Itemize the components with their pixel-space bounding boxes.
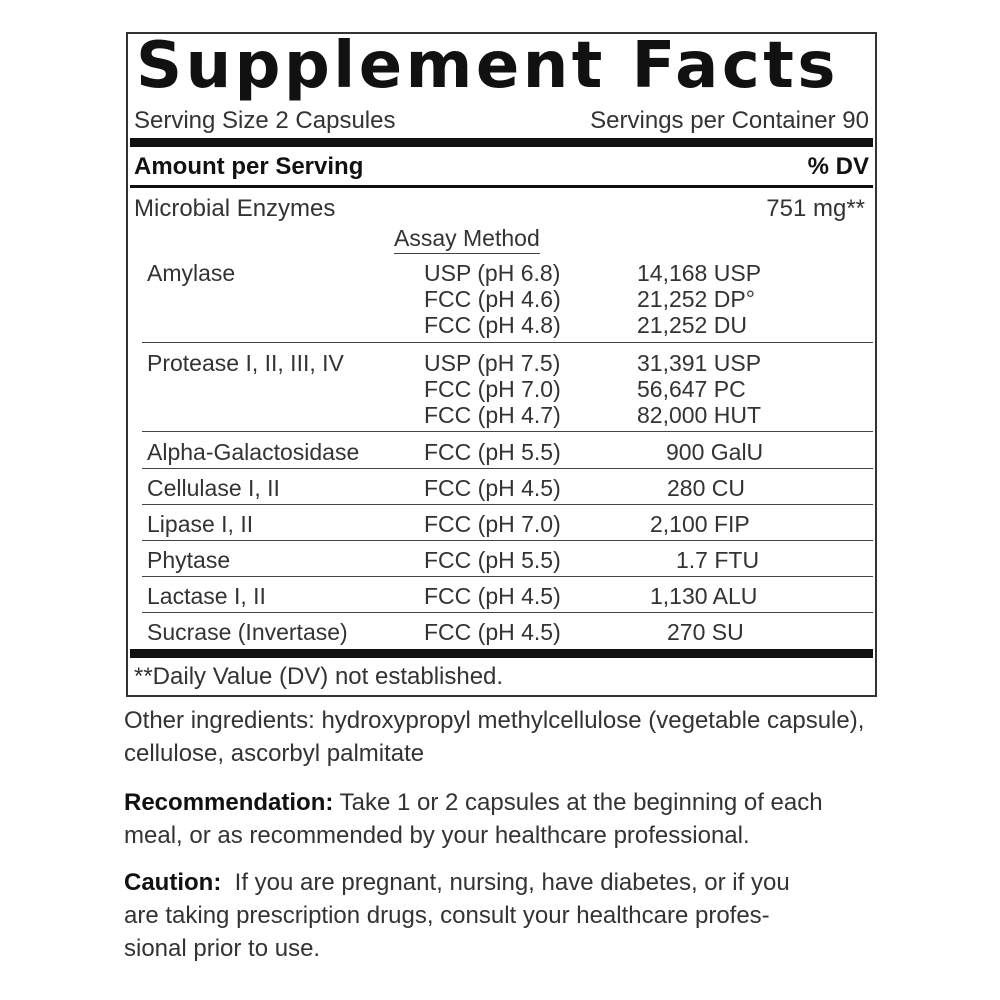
recommendation-text: meal, or as recommended by your healthcare professional. [124,822,750,849]
enzyme-name: Lactase I, II [147,583,266,609]
recommendation [124,786,823,852]
enzyme-activity: 14,168 USP [637,260,762,286]
assay-method: FCC (pH 4.6) [424,286,561,312]
enzyme-activity: 1.7 FTU [676,547,760,573]
blend-name: Microbial Enzymes [134,195,336,222]
enzyme-activity: 2,100 FIP [650,511,750,537]
enzyme-activity: 1,130 ALU [650,583,758,609]
enzyme-activity: 280 CU [667,475,745,501]
amount-per-serving-header: Amount per Serving [134,153,364,180]
assay-method-header: Assay Method [394,224,540,254]
row-divider [142,576,873,577]
medium-divider [130,185,873,188]
blend-amount: 751 mg** [766,195,865,222]
assay-method: FCC (pH 4.5) [424,475,561,501]
enzyme-activity: 31,391 USP [637,350,762,376]
enzyme-name: Protease I, II, III, IV [147,350,344,376]
panel-title: Supplement Facts [136,29,839,103]
recommendation-label: Recommendation: [124,789,334,816]
assay-method: FCC (pH 5.5) [424,547,561,573]
other-ingredients [124,704,864,770]
dv-header: % DV [807,153,869,180]
enzyme-name: Sucrase (Invertase) [147,619,348,645]
row-divider [142,612,873,613]
row-divider [142,468,873,469]
row-divider [142,431,873,432]
enzyme-activity: 270 SU [667,619,744,645]
other-ingredients-line: Other ingredients: hydroxypropyl methylcellulose (vegetable capsule), [124,707,865,734]
enzyme-activity: 21,252 DP° [637,286,755,312]
assay-method: FCC (pH 4.7) [424,402,561,428]
enzyme-name: Cellulase I, II [147,475,280,501]
row-divider [142,504,873,505]
enzyme-name: Phytase [147,547,231,573]
other-ingredients-line: cellulose, ascorbyl palmitate [124,740,425,767]
enzyme-name: Alpha-Galactosidase [147,439,360,465]
enzyme-activity: 21,252 DU [637,312,747,338]
assay-method: FCC (pH 4.5) [424,619,561,645]
recommendation-text: Take 1 or 2 capsules at the beginning of each [333,789,823,816]
thick-divider [130,138,873,147]
thick-divider [130,649,873,658]
serving-size: Serving Size 2 Capsules [134,107,396,134]
enzyme-name: Amylase [147,260,236,286]
amount-header-row [134,149,869,185]
assay-method: USP (pH 6.8) [424,260,561,286]
assay-method: FCC (pH 4.8) [424,312,561,338]
caution-text: are taking prescription drugs, consult your healthcare profes- [124,902,770,929]
enzyme-activity: 82,000 HUT [637,402,762,428]
assay-method: FCC (pH 7.0) [424,376,561,402]
serving-info [134,104,869,138]
caution-text: If you are pregnant, nursing, have diabetes, or if you [221,869,790,896]
assay-method: FCC (pH 7.0) [424,511,561,537]
row-divider [142,342,873,343]
servings-per-container: Servings per Container 90 [590,107,869,134]
enzyme-name: Lipase I, II [147,511,254,537]
dv-footnote: **Daily Value (DV) not established. [134,663,504,690]
caution-label: Caution: [124,869,222,896]
assay-method: FCC (pH 5.5) [424,439,561,465]
caution-text: sional prior to use. [124,935,321,962]
enzyme-activity: 900 GalU [666,439,764,465]
enzyme-activity: 56,647 PC [637,376,746,402]
caution [124,866,790,965]
supplement-facts-panel [126,29,877,697]
row-divider [142,540,873,541]
assay-method: USP (pH 7.5) [424,350,561,376]
assay-method: FCC (pH 4.5) [424,583,561,609]
